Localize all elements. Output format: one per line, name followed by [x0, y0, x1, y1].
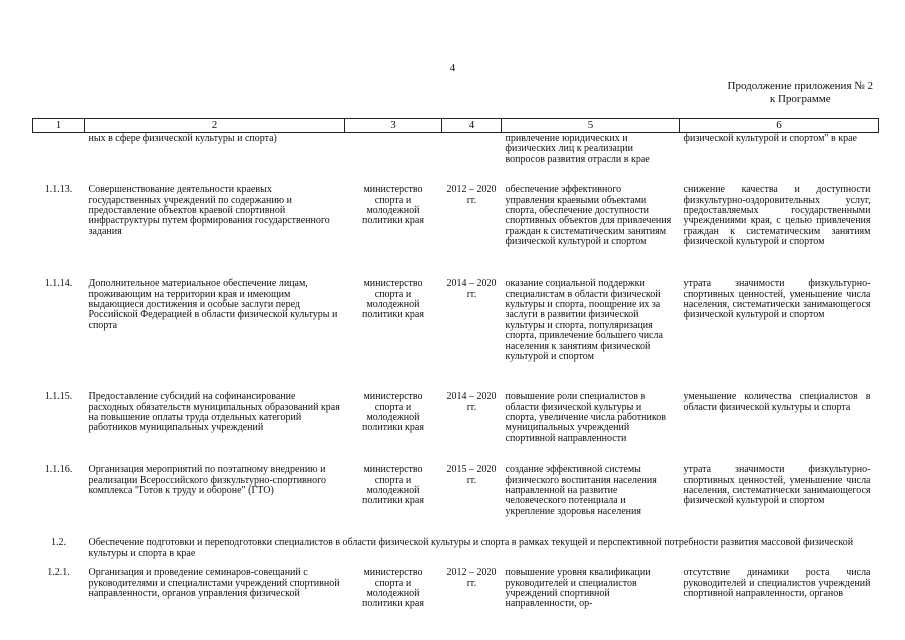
row-spacer	[33, 165, 879, 185]
section-title: Обеспечение подготовки и переподготовки специалистов в области физической культуры и спорта в рамках текущей и перспективной потребности развития массовой физической культуры и спорта в крае	[88, 537, 854, 559]
cell-consequence: снижение качества и доступности физкультурно-оздоровительных услуг, предоставляемых государственными учреждениями края, с целью привлечения граждан к систематическим занятиям физической культурой и спортом	[683, 184, 871, 248]
table-row	[33, 465, 879, 538]
cell-result: повышение уровня квалификации руководителей и специалистов учреждений спортивной направленности, ор-	[505, 567, 651, 610]
table-row	[33, 392, 879, 465]
cell-measure: ных в сфере физической культуры и спорта)	[88, 133, 277, 144]
column-header-4: 4	[442, 119, 502, 133]
cell-measure: Организация и проведение семинаров-совещаний с руководителями и специалистами учреждений спортивной направленности, органов управления физической	[88, 567, 340, 600]
cell-executor: министерство спорта и молодежной политики края	[362, 391, 424, 434]
cell-executor: министерство спорта и молодежной политики края	[362, 184, 424, 227]
cell-result: повышение роли специалистов в области физической культуры и спорта, увеличение числа работников муниципальных учреждений спортивной направленности	[505, 391, 666, 444]
cell-consequence: утрата значимости физкультурно-спортивных ценностей, уменьшение числа населения, систематически занимающегося физической культурой и спортом	[683, 278, 871, 321]
cell-consequence: физической культурой и спортом" в крае	[683, 133, 857, 144]
cell-term	[442, 133, 502, 166]
cell-measure: Дополнительное материальное обеспечение лицам, проживающим на территории края и имеющим выдающиеся достижения и особые заслуги перед Российской Федерацией в области физической культуры и спорта	[88, 278, 338, 331]
cell-measure: Совершенствование деятельности краевых государственных учреждений по содержанию и предоставление объектов краевой спортивной инфраструктуры путем формирования государственного задания	[88, 184, 330, 237]
continuation-line-1: Продолжение приложения № 2	[727, 80, 873, 92]
cell-term: 2014 – 2020 гг.	[446, 391, 497, 413]
continuation-row	[33, 133, 879, 166]
table-row	[33, 279, 879, 392]
cell-result: оказание социальной поддержки специалистам в области физической культуры и спорта, поощрение их за заслуги в развитии физической культуры и спорта, популяризация спорта, привлечение большего числа населения к занятиям физической культурой и спортом	[505, 278, 663, 363]
page-number: 4	[449, 62, 456, 74]
cell-measure: Организация мероприятий по поэтапному внедрению и реализации Всероссийского физкультурно-спортивного комплекса "Готов к труду и обороне" (ГТО)	[88, 464, 326, 497]
column-header-6: 6	[680, 119, 879, 133]
cell-term: 2012 – 2020 гг.	[446, 567, 497, 589]
column-header-5: 5	[502, 119, 680, 133]
cell-num: 1.1.16.	[44, 464, 73, 476]
table-row	[33, 568, 879, 610]
cell-executor: министерство спорта и молодежной политики края	[362, 567, 424, 610]
cell-executor: министерство спорта и молодежной политики края	[362, 464, 424, 507]
cell-num: 1.1.14.	[44, 278, 73, 290]
column-header-3: 3	[345, 119, 442, 133]
cell-term: 2014 – 2020 гг.	[446, 278, 497, 300]
table-row	[33, 185, 879, 279]
column-number-row	[33, 119, 879, 133]
continuation-header	[728, 80, 873, 106]
section-row	[33, 538, 879, 568]
cell-num: 1.1.13.	[44, 184, 73, 196]
cell-measure: Предоставление субсидий на софинансирование расходных обязательств муниципальных образований края на повышение оплаты труда отдельных категорий работников муниципальных учреждений	[88, 391, 340, 434]
cell-result: создание эффективной системы физического воспитания населения направленной на развитие человеческого потенциала и укрепление здоровья населения	[505, 464, 657, 517]
cell-num: 1.2.1.	[47, 567, 70, 579]
cell-term: 2015 – 2020 гг.	[446, 464, 497, 486]
cell-executor	[345, 133, 442, 166]
cell-num: 1.1.15.	[44, 391, 73, 403]
cell-consequence: уменьшение количества специалистов в области физической культуры и спорта	[683, 391, 871, 413]
cell-result: привлечение юридических и физических лиц к реализации вопросов развития отрасли в крае	[505, 133, 650, 165]
column-header-1: 1	[33, 119, 85, 133]
column-header-2: 2	[85, 119, 345, 133]
cell-num	[33, 133, 85, 166]
cell-executor: министерство спорта и молодежной политики края	[362, 278, 424, 321]
cell-consequence: отсутствие динамики роста числа руководителей и специалистов учреждений спортивной направленности, органов	[683, 567, 871, 600]
section-num: 1.2.	[51, 537, 66, 549]
continuation-line-2: к Программе	[769, 93, 831, 105]
cell-consequence: утрата значимости физкультурно-спортивных ценностей, уменьшение числа населения, систематически занимающегося физической культурой и спортом	[683, 464, 871, 507]
program-table	[32, 118, 879, 610]
cell-term: 2012 – 2020 гг.	[446, 184, 497, 206]
cell-result: обеспечение эффективного управления краевыми объектами спорта, обеспечение доступности спортивных объектов для привлечения граждан к систематическим занятиям физической культурой и спортом	[505, 184, 672, 248]
